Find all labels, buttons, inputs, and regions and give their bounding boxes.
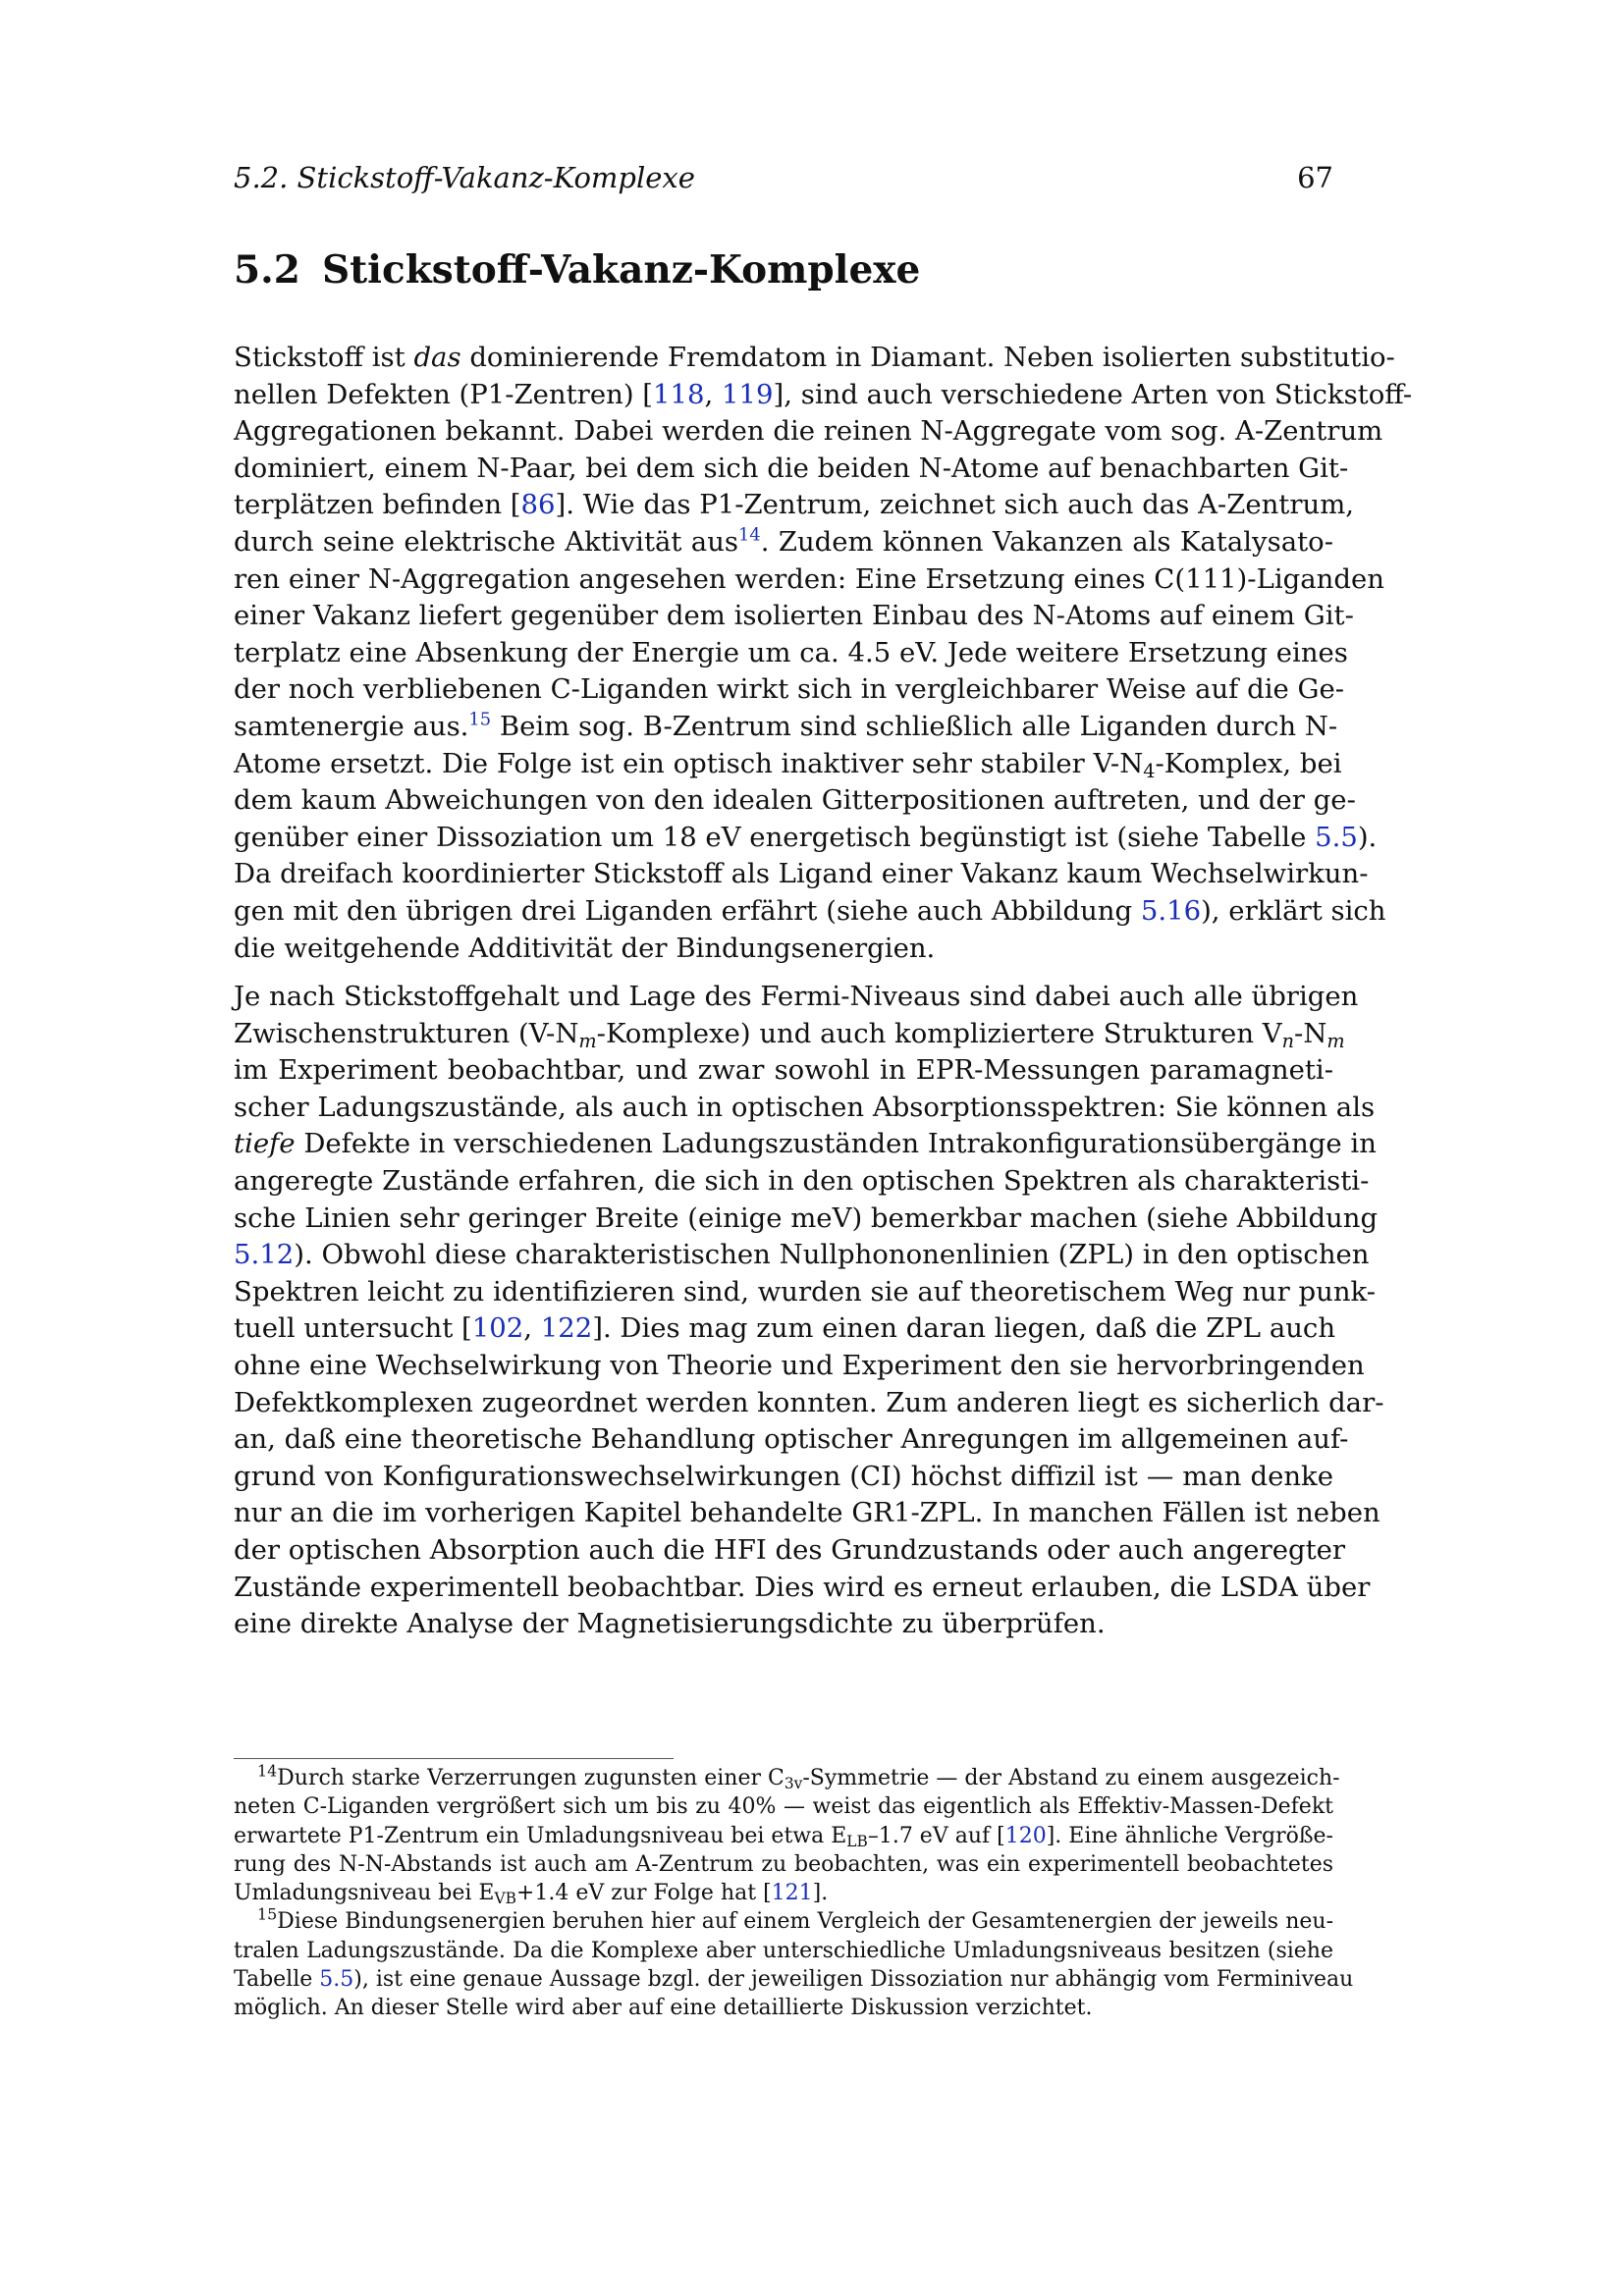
paragraph-2 [234, 979, 1384, 1643]
text-line: Aggregationen bekannt. Dabei werden die reinen N-Aggregate vom sog. A-Zentrum [234, 415, 1383, 448]
footnote-line: $^{15}$Diese Bindungsenergien beruhen hier auf einem Vergleich der Gesamtenergien der jeweils neu- [257, 1904, 1333, 1935]
text-line: ren einer N-Aggregation angesehen werden: Eine Ersetzung eines C(111)-Liganden [234, 562, 1384, 595]
text-line: terplatz eine Absenkung der Energie um ca. 4.5 eV. Jede weitere Ersetzung eines [234, 636, 1348, 668]
text-line: einer Vakanz liefert gegenüber dem isolierten Einbau des N-Atoms auf einem Git- [234, 600, 1354, 632]
text-line: der noch verbliebenen C-Liganden wirkt sich in vergleichbarer Weise auf die Ge- [234, 673, 1345, 706]
footnote-14 [234, 1761, 1340, 1908]
text-line: tuell untersucht [102, 122]. Dies mag zum einen daran liegen, daß die ZPL auch [234, 1312, 1336, 1345]
text-line: der optischen Absorption auch die HFI des Grundzustands oder auch angeregter [234, 1534, 1346, 1566]
page-number: 67 [1297, 161, 1333, 194]
citation-link-118[interactable]: 118 [653, 378, 705, 410]
text-line: Defektkomplexen zugeordnet werden konnten. Zum anderen liegt es sicherlich dar- [234, 1386, 1384, 1418]
footnote-line: erwartete P1-Zentrum ein Umladungsniveau bei etwa $E_{LB}-1.7$ eV auf [120]. Eine ähnliche Vergröße- [234, 1823, 1333, 1850]
table-link-5-5[interactable]: 5.5 [319, 1967, 354, 1993]
citation-link-122[interactable]: 122 [540, 1312, 593, 1345]
text-line: Zwischenstrukturen $(V-N_m-Komplexe)$ und auch kompliziertere Strukturen $V_n-N_m$ [234, 1017, 1345, 1052]
citation-link-121[interactable]: 121 [771, 1881, 813, 1906]
paragraph-1 [234, 340, 1413, 967]
text-line: dem kaum Abweichungen von den idealen Gitterpositionen auftreten, und der ge- [234, 784, 1356, 817]
text-line: Atome ersetzt. Die Folge ist ein optisch inaktiver sehr stabiler $V-N_4$-Komplex, bei [234, 747, 1342, 782]
emphasis: tiefe [234, 1128, 296, 1160]
figure-link-5-12[interactable]: 5.12 [234, 1239, 295, 1271]
text-line: sche Linien sehr geringer Breite (einige meV) bemerkbar machen (siehe Abbildung [234, 1201, 1379, 1234]
footnote-line: $^{14}$Durch starke Verzerrungen zugunsten einer $C_{3v}$-Symmetrie — der Abstand zu einem ausgezeich- [257, 1761, 1340, 1792]
footnote-number: 15 [257, 1904, 278, 1924]
citation-link-120[interactable]: 120 [1004, 1823, 1047, 1848]
footnote-number: 14 [257, 1761, 278, 1781]
text-line: terplätzen befinden [86]. Wie das P1-Zentrum, zeichnet sich auch das A-Zentrum, [234, 489, 1355, 521]
citation-link-119[interactable]: 119 [722, 378, 774, 410]
text-line: Da dreifach koordinierter Stickstoff als Ligand einer Vakanz kaum Wechselwirkun- [234, 858, 1369, 890]
section-number: 5.2 [234, 247, 300, 293]
text-line: genüber einer Dissoziation um 18 eV energetisch begünstigt ist (siehe Tabelle 5.5). [234, 821, 1378, 853]
footnote-line: neten C-Liganden vergrößert sich um bis zu 40% — weist das eigentlich als Effektiv-Massen-Defekt [234, 1794, 1333, 1820]
footnote-line: tralen Ladungszustände. Da die Komplexe aber unterschiedliche Umladungsniveaus besitzen (siehe [234, 1938, 1333, 1963]
text-line: tiefe Defekte in verschiedenen Ladungszuständen Intrakonfigurationsübergänge in [234, 1128, 1377, 1160]
emphasis: das [413, 342, 461, 373]
footnote-mark-15[interactable]: 15 [468, 709, 492, 730]
text-line: durch seine elektrische Aktivität aus$^{14}$. Zudem können Vakanzen als Katalysato- [234, 524, 1333, 558]
text-line: scher Ladungszustände, als auch in optischen Absorptionsspektren: Sie können als [234, 1091, 1376, 1123]
footnote-line: möglich. An dieser Stelle wird aber auf eine detaillierte Diskussion verzichtet. [234, 1996, 1093, 2021]
footnote-line: rung des N-N-Abstands ist auch am A-Zentrum zu beobachten, was ein experimentell beobachtetes [234, 1851, 1333, 1877]
table-link-5-5[interactable]: 5.5 [1315, 821, 1358, 853]
text-line: 5.12). Obwohl diese charakteristischen Nullphononenlinien (ZPL) in den optischen [234, 1239, 1370, 1271]
section-heading [234, 247, 1333, 293]
footnotes [234, 1761, 1354, 2023]
body-text [234, 340, 1413, 1643]
text-line: Stickstoff ist das dominierende Fremdatom in Diamant. Neben isolierten substitutio- [234, 342, 1395, 373]
running-head [234, 161, 1333, 200]
text-line: gen mit den übrigen drei Liganden erfährt (siehe auch Abbildung 5.16), erklärt sich [234, 894, 1386, 927]
text-line: Zustände experimentell beobachtbar. Dies wird es erneut erlauben, die LSDA über [234, 1571, 1371, 1603]
text-line: angeregte Zustände erfahren, die sich in den optischen Spektren als charakteristi- [234, 1165, 1370, 1198]
text-line: samtenergie aus.$^{15}$ Beim sog. B-Zentrum sind schließlich alle Liganden durch N- [234, 709, 1338, 742]
text-line: an, daß eine theoretische Behandlung optischer Anregungen im allgemeinen auf- [234, 1423, 1349, 1456]
text-line: die weitgehende Additivität der Bindungsenergien. [234, 932, 936, 964]
figure-link-5-16[interactable]: 5.16 [1140, 894, 1202, 927]
text-line: nur an die im vorherigen Kapitel behandelte GR1-ZPL. In manchen Fällen ist neben [234, 1497, 1380, 1529]
text-line: eine direkte Analyse der Magnetisierungsdichte zu überprüfen. [234, 1608, 1106, 1640]
citation-link-102[interactable]: 102 [471, 1312, 524, 1345]
text-line: Spektren leicht zu identifizieren sind, wurden sie auf theoretischem Weg nur punk- [234, 1275, 1377, 1308]
footnote-line: Umladungsniveau bei $E_{VB}+1.4$ eV zur Folge hat [121]. [234, 1881, 829, 1908]
text-line: dominiert, einem N-Paar, bei dem sich die beiden N-Atome auf benachbarten Git- [234, 452, 1349, 484]
text-line: grund von Konfigurationswechselwirkungen (CI) höchst diffizil ist — man denke [234, 1460, 1333, 1492]
text-line: ohne eine Wechselwirkung von Theorie und Experiment den sie hervorbringenden [234, 1350, 1365, 1382]
text-line: nellen Defekten (P1-Zentren) [118, 119], sind auch verschiedene Arten von Stickstoff- [234, 378, 1413, 410]
text-line: Je nach Stickstoffgehalt und Lage des Fermi-Niveaus sind dabei auch alle übrigen [234, 981, 1359, 1013]
section-title: Stickstoff-Vakanz-Komplexe [322, 247, 921, 293]
footnote-15 [234, 1904, 1354, 2022]
text-line: im Experiment beobachtbar, und zwar sowohl in EPR-Messungen paramagneti- [234, 1054, 1333, 1087]
citation-link-86[interactable]: 86 [520, 489, 556, 521]
footnote-divider [234, 1758, 674, 1759]
footnote-mark-14[interactable]: 14 [738, 524, 761, 546]
running-head-title: 5.2. Stickstoff-Vakanz-Komplexe [234, 161, 695, 194]
footnote-line: Tabelle 5.5), ist eine genaue Aussage bzgl. der jeweiligen Dissoziation nur abhängig vom Ferminiveau [234, 1967, 1354, 1993]
